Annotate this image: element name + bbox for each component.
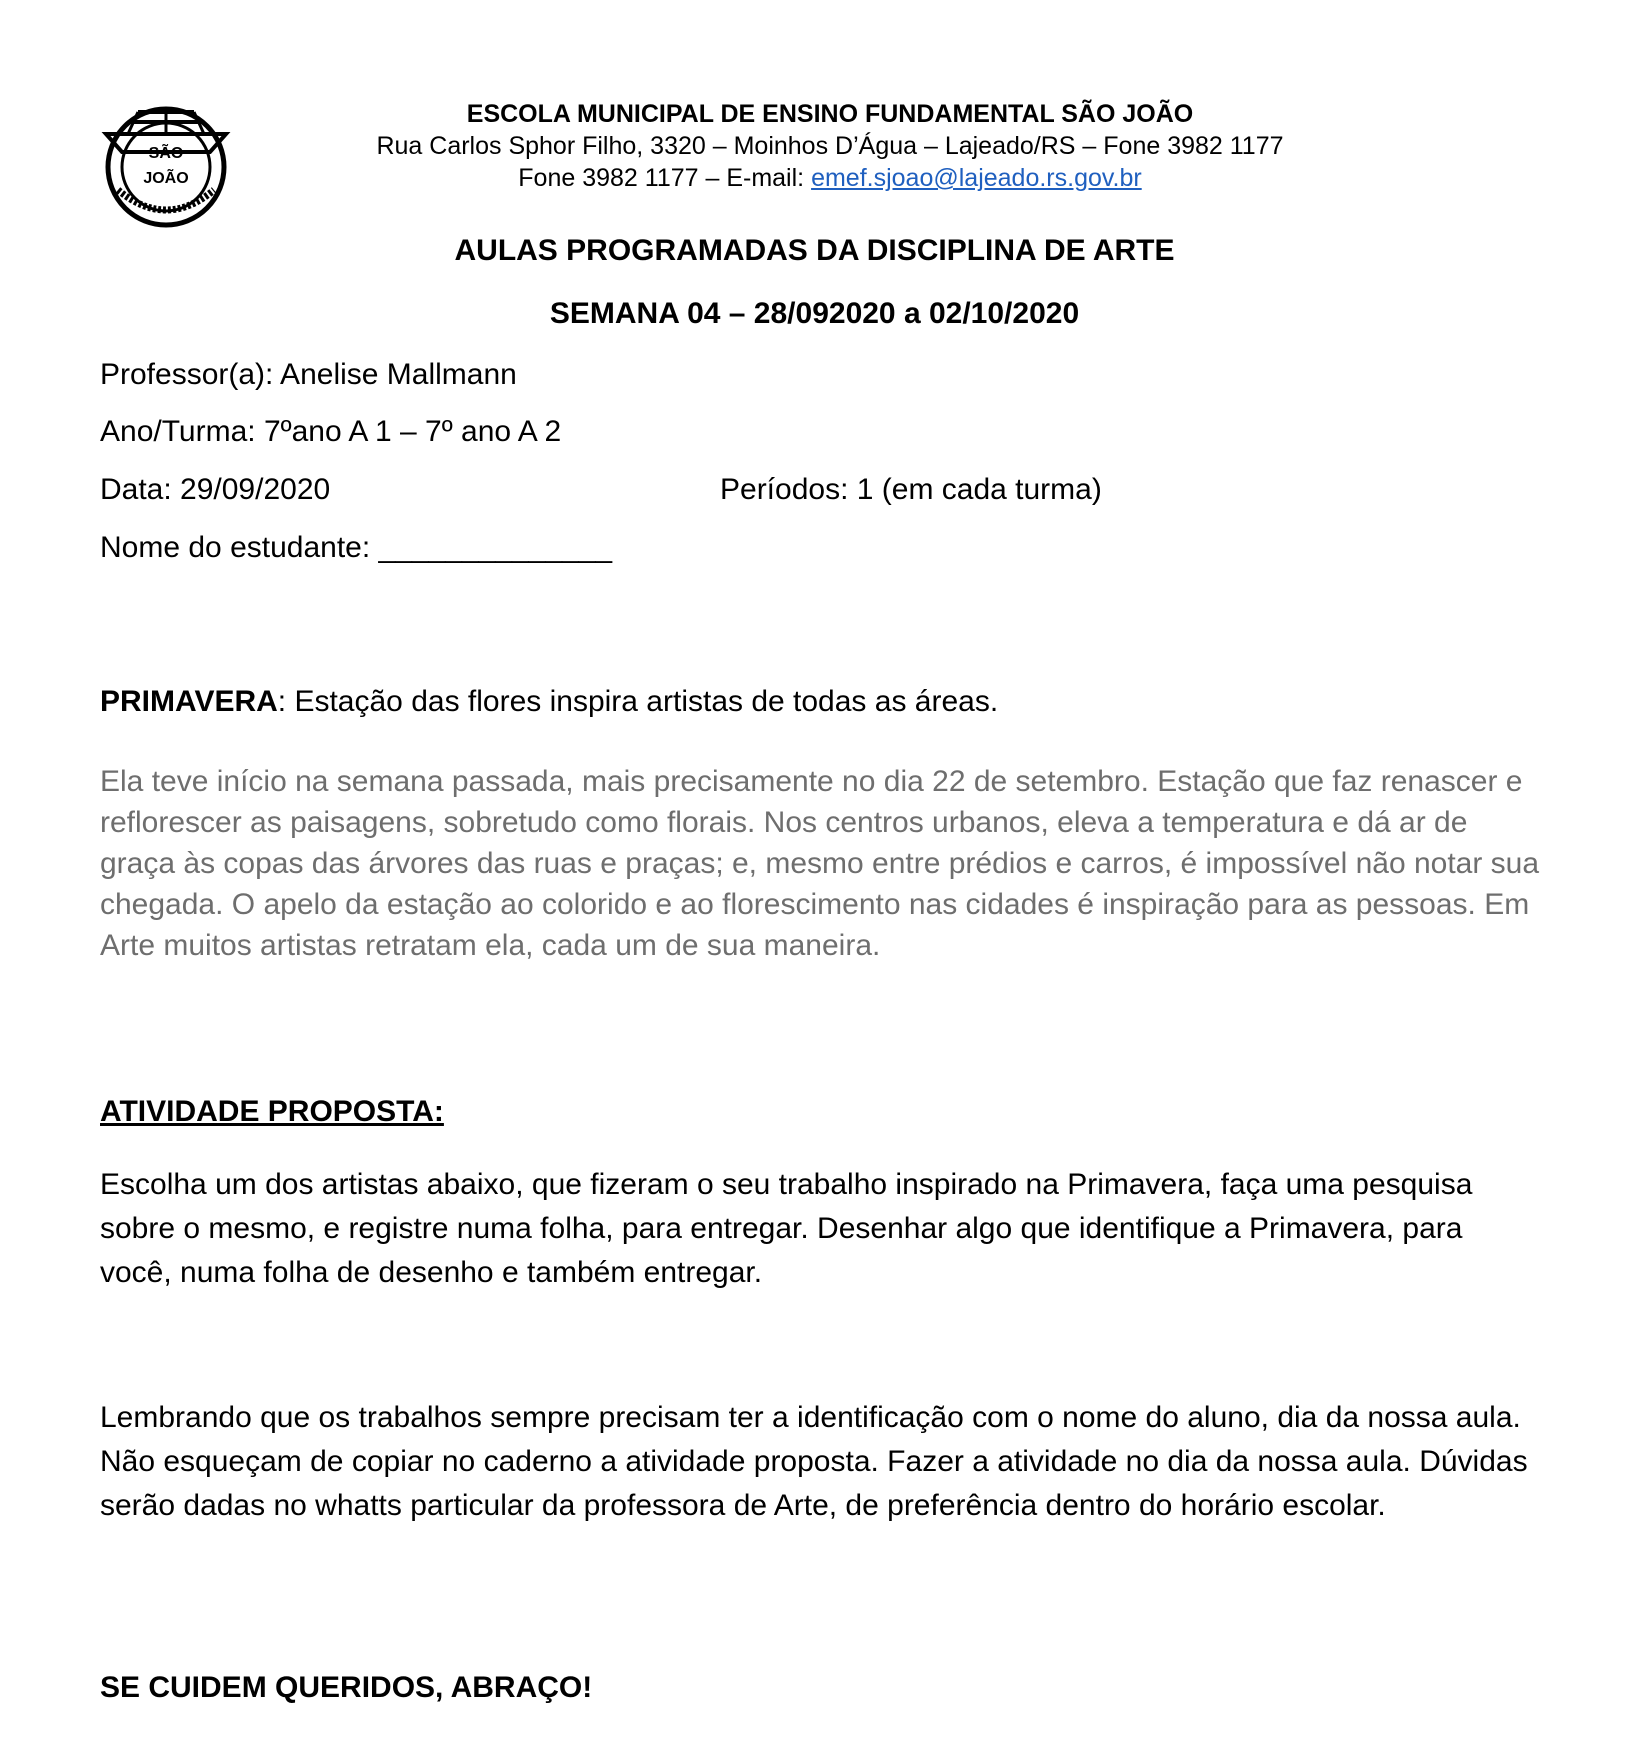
date-line: Data: 29/09/2020	[100, 473, 331, 506]
reminder-paragraph: Lembrando que os trabalhos sempre precisam ter a identificação com o nome do aluno, dia da nossa aula. Não esqueçam de copiar no caderno a atividade proposta. Fazer a atividade no dia da nossa aula. Dúvidas serão dadas no whatts particular da professora de Arte, de preferência dentro do horário escolar.	[100, 1401, 1528, 1522]
document-title: AULAS PROGRAMADAS DA DISCIPLINA DE ARTE	[454, 234, 1175, 267]
intro-paragraph: Ela teve início na semana passada, mais precisamente no dia 22 de setembro. Estação que faz renascer e reflorescer as paisagens, sobretudo como florais. Nos centros urbanos, eleva a temperatura e dá ar de graça às copas das árvores das ruas e praças; e, mesmo entre prédios e carros, é impossível não notar sua chegada. O apelo da estação ao colorido e ao florescimento nas cidades é inspiração para as pessoas. Em Arte muitos artistas retratam ela, cada um de sua maneira.	[100, 765, 1540, 962]
school-contact	[300, 162, 1360, 194]
closing-line: SE CUIDEM QUERIDOS, ABRAÇO!	[100, 1671, 593, 1704]
student-name-line: Nome do estudante: ______________	[100, 531, 613, 564]
school-name: ESCOLA MUNICIPAL DE ENSINO FUNDAMENTAL SÃO JOÃO	[466, 100, 1194, 128]
email-link[interactable]: emef.sjoao@lajeado.rs.gov.br	[811, 164, 1142, 192]
teacher-line: Professor(a): Anelise Mallmann	[100, 358, 517, 391]
activity-heading: ATIVIDADE PROPOSTA:	[100, 1095, 444, 1128]
school-header	[300, 98, 1360, 194]
intro-heading-rest: : Estação das flores inspira artistas de todas as áreas.	[277, 685, 999, 718]
week-title: SEMANA 04 – 28/092020 a 02/10/2020	[549, 297, 1080, 330]
intro-heading	[100, 684, 998, 720]
activity-paragraph: Escolha um dos artistas abaixo, que fizeram o seu trabalho inspirado na Primavera, faça uma pesquisa sobre o mesmo, e registre numa folha, para entregar. Desenhar algo que identifique a Primavera, para você, numa folha de desenho e também entregar.	[100, 1168, 1473, 1289]
logo-text-top: SÃO	[148, 145, 184, 162]
intro-heading-bold: PRIMAVERA	[100, 685, 278, 718]
logo-text-bottom: JOÃO	[143, 170, 189, 187]
class-line: Ano/Turma: 7ºano A 1 – 7º ano A 2	[100, 415, 562, 448]
periods-line: Períodos: 1 (em cada turma)	[720, 473, 1102, 506]
school-logo-icon	[98, 100, 234, 230]
contact-prefix: Fone 3982 1177 – E-mail:	[518, 164, 812, 192]
school-address: Rua Carlos Sphor Filho, 3320 – Moinhos D’Água – Lajeado/RS – Fone 3982 1177	[376, 132, 1284, 160]
